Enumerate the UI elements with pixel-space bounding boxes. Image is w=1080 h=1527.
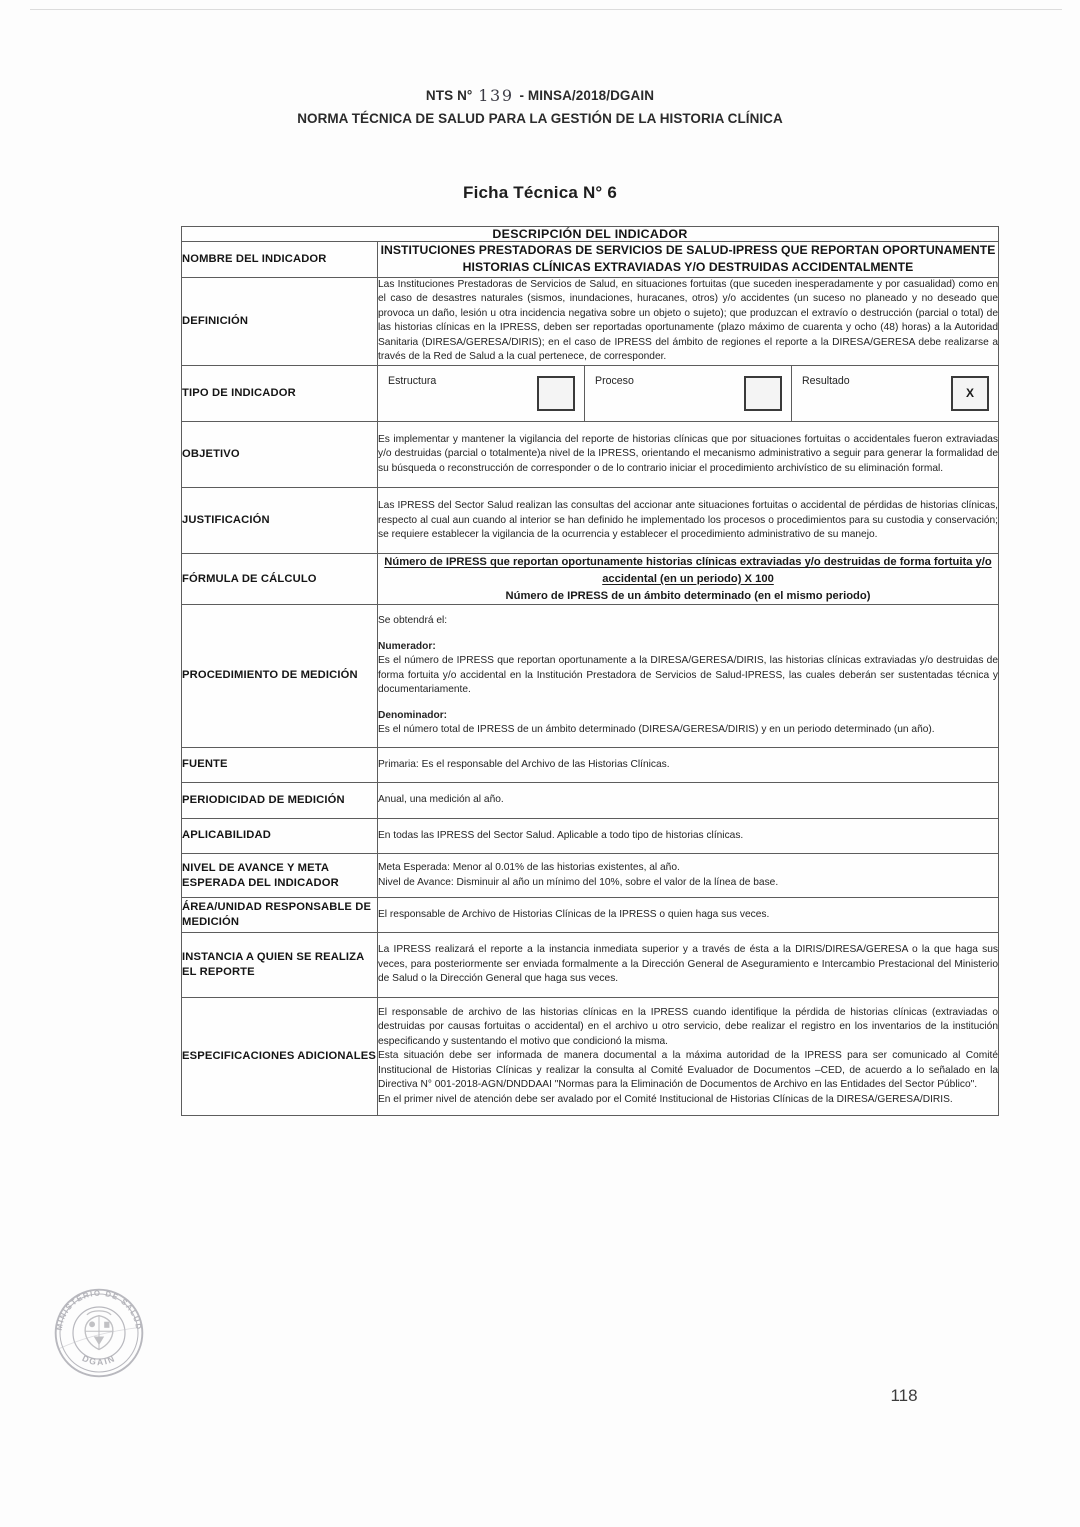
- nts-number-handwritten: 139: [478, 86, 514, 105]
- table-row-justificacion: [182, 488, 999, 554]
- table-row-especificaciones-adicionales: [182, 997, 999, 1115]
- value-nivel-de-avance: [378, 854, 999, 898]
- label-justificacion: JUSTIFICACIÓN: [182, 488, 378, 554]
- nts-suffix: - MINSA/2018/DGAIN: [519, 88, 655, 103]
- label-area-responsable: ÁREA/UNIDAD RESPONSABLE DE MEDICIÓN: [182, 897, 378, 932]
- value-justificacion: Las IPRESS del Sector Salud realizan las consultas del accionar ante situaciones fortuitas o accidental de pérdidas de historias clínicas, respecto al cual aun cuando al interior se han definido he implementado los procesos o procedimientos para su custodia y conservación; se requiere establecer la vigilancia de la ocurrencia y establecer el procedimiento administrativo de su manejo.: [378, 488, 999, 554]
- tipo-option-proceso[interactable]: [585, 366, 792, 421]
- table-row-instancia-reporte: [182, 933, 999, 997]
- spacer: [378, 629, 998, 640]
- formula-denominator: Número de IPRESS de un ámbito determinado (en el mismo periodo): [505, 589, 871, 602]
- document-header: [0, 84, 1080, 128]
- checkbox-proceso[interactable]: [744, 376, 782, 411]
- value-formula-de-calculo: [378, 554, 999, 605]
- table-row-aplicabilidad: [182, 818, 999, 853]
- label-formula-de-calculo: FÓRMULA DE CÁLCULO: [182, 554, 378, 605]
- table-row-nivel-de-avance: [182, 854, 999, 898]
- label-especificaciones-adicionales: ESPECIFICACIONES ADICIONALES: [182, 997, 378, 1115]
- svg-text:DGAIN: DGAIN: [80, 1352, 118, 1368]
- value-fuente: Primaria: Es el responsable del Archivo de las Historias Clínicas.: [378, 747, 999, 782]
- especificaciones-parrafo-1: El responsable de archivo de las historias clínicas en la IPRESS cuando identifique la pérdida de historias clínicas (extraviadas o destruidas por causas fortuitas o accidental) en el archivo u otro servicio, debe realizar el registro en los inventarios de la institución especificando y sustentando el motivo que condicionó la misma.: [378, 1006, 998, 1047]
- value-especificaciones-adicionales: [378, 997, 999, 1115]
- value-tipo-de-indicador: [378, 365, 999, 421]
- value-periodicidad-de-medicion: Anual, una medición al año.: [378, 783, 999, 818]
- page-title: Ficha Técnica N° 6: [462, 183, 617, 202]
- procedimiento-denominador-label: Denominador:: [378, 709, 448, 721]
- value-objetivo: Es implementar y mantener la vigilancia del reporte de historias clínicas que por situaciones fortuitas o accidentales fueron extraviadas y/o destruidas (parcial o totalmente)a nivel de la IPRESS, orientando el mecanismo administrativo a seguir para generar la formalidad de su búsqueda o reconstrucción de corresponder o de lo contrario iniciar el procedimiento archivístico de su eliminación formal.: [378, 421, 999, 487]
- label-fuente: FUENTE: [182, 747, 378, 782]
- label-nivel-de-avance: NIVEL DE AVANCE Y META ESPERADA DEL INDICADOR: [182, 854, 378, 898]
- table-row-definicion: [182, 277, 999, 365]
- tipo-option-resultado-label: Resultado: [802, 374, 850, 387]
- especificaciones-parrafo-2: Esta situación debe ser informada de manera documental a la máxima autoridad de la IPRESS para ser comunicado al Comité Institucional de Historias Clínicas y realizar la consulta al Comité Evaluador de Documentos –CED, de acuerdo a lo señalado en la Directiva N° 001-2018-AGN/DNDDAAI "Normas para la Eliminación de Documentos de Archivo en las Entidades del Sector Público".: [378, 1050, 998, 1091]
- value-aplicabilidad: En todas las IPRESS del Sector Salud. Aplicable a todo tipo de historias clínicas.: [378, 818, 999, 853]
- scan-artifact-line: [30, 9, 1062, 10]
- table-row-nombre: [182, 242, 999, 278]
- ministry-seal-stamp: [47, 1281, 151, 1385]
- value-definicion: Las Instituciones Prestadoras de Servicios de Salud, en situaciones fortuitas (que suceden inesperadamente y por casualidad) como en el caso de desastres naturales (sismos, inundaciones, huracanes, otros) y/o accidentes (un suceso no planeado y no deseado que provoca un daño, lesión u otra incidencia negativa sobre un objeto o sujeto); que produzcan el extravío o destrucción (parcial o total) de las historias clínicas en la IPRESS, deben ser reportadas oportunamente (plazo máximo de cuarenta y ocho (48) horas) a la Autoridad Sanitaria (DIRESA/GERESA/DIRIS); en el caso de IPRESS del ámbito de regiones el reporte a la DIRESA/GERESA debe realizarse a través de la Red de Salud a la cual pertenece, de corresponder.: [378, 277, 999, 365]
- document-header-code-line: [0, 84, 1080, 107]
- label-instancia-reporte: INSTANCIA A QUIEN SE REALIZA EL REPORTE: [182, 933, 378, 997]
- label-definicion: DEFINICIÓN: [182, 277, 378, 365]
- value-nombre-del-indicador: INSTITUCIONES PRESTADORAS DE SERVICIOS DE SALUD-IPRESS QUE REPORTAN OPORTUNAMENTE HISTORIAS CLÍNICAS EXTRAVIADAS Y/O DESTRUIDAS ACCIDENTALMENTE: [378, 242, 999, 278]
- especificaciones-parrafo-3: En el primer nivel de atención debe ser avalado por el Comité Institucional de Historias Clínicas de la DIRESA/GERESA/DIRIS.: [378, 1093, 953, 1105]
- indicator-sheet-table: [181, 226, 999, 1116]
- table-row-formula-de-calculo: [182, 554, 999, 605]
- tipo-option-resultado[interactable]: [792, 366, 998, 421]
- table-row-area-responsable: [182, 897, 999, 932]
- table-row-fuente: [182, 747, 999, 782]
- label-aplicabilidad: APLICABILIDAD: [182, 818, 378, 853]
- value-area-responsable: El responsable de Archivo de Historias Clínicas de la IPRESS o quien haga sus veces.: [378, 897, 999, 932]
- table-row-procedimiento-de-medicion: [182, 605, 999, 747]
- nts-prefix: NTS N°: [425, 88, 473, 103]
- spacer: [378, 698, 998, 709]
- procedimiento-numerador-label: Numerador:: [378, 640, 436, 652]
- procedimiento-denominador-text: Es el número total de IPRESS de un ámbito determinado (DIRESA/GERESA/DIRIS) y en un periodo determinado (un año).: [378, 724, 935, 736]
- section-header-cell: DESCRIPCIÓN DEL INDICADOR: [182, 227, 999, 242]
- procedimiento-intro: Se obtendrá el:: [378, 615, 448, 627]
- table-row-objetivo: [182, 421, 999, 487]
- tipo-option-estructura[interactable]: [378, 366, 585, 421]
- formula-numerator: Número de IPRESS que reportan oportunamente historias clínicas extraviadas y/o destruidas de forma fortuita y/o accidental (en un periodo) X 100: [384, 556, 992, 585]
- table-row-section-header: [182, 227, 999, 242]
- label-objetivo: OBJETIVO: [182, 421, 378, 487]
- checkbox-resultado[interactable]: X: [951, 376, 989, 411]
- document-header-subtitle: NORMA TÉCNICA DE SALUD PARA LA GESTIÓN DE LA HISTORIA CLÍNICA: [297, 110, 783, 126]
- nivel-avance-nivel: Nivel de Avance: Disminuir al año un mínimo del 10%, sobre el valor de la línea de base.: [378, 876, 779, 888]
- label-periodicidad-de-medicion: PERIODICIDAD DE MEDICIÓN: [182, 783, 378, 818]
- procedimiento-numerador-text: Es el número de IPRESS que reportan oportunamente a la DIRESA/GERESA/DIRIS, las historias clínicas extraviadas y/o destruidas de forma fortuita y/o accidental en la Institución Prestadora de Servicios de Salud-IPRESS, las cuales deberán ser sustentadas técnica y documentariamente.: [378, 655, 998, 696]
- tipo-option-proceso-label: Proceso: [595, 374, 634, 387]
- table-row-periodicidad-de-medicion: [182, 783, 999, 818]
- label-nombre-del-indicador: NOMBRE DEL INDICADOR: [182, 242, 378, 278]
- value-procedimiento-de-medicion: [378, 605, 999, 747]
- table-row-tipo-de-indicador: [182, 365, 999, 421]
- tipo-options-group: [378, 366, 998, 421]
- page-number: 118: [890, 1386, 918, 1405]
- label-procedimiento-de-medicion: PROCEDIMIENTO DE MEDICIÓN: [182, 605, 378, 747]
- value-instancia-reporte: La IPRESS realizará el reporte a la instancia inmediata superior y a través de ésta a la DIRIS/DIRESA/GERESA o la que haga sus veces, para posteriormente ser enviada formalmente a la Dirección General de Aseguramiento e Intercambio Prestacional del Ministerio de Salud o la Dirección General que haga sus veces.: [378, 933, 999, 997]
- nivel-avance-meta-esperada: Meta Esperada: Menor al 0.01% de las historias existentes, al año.: [378, 862, 680, 874]
- svg-text:MINISTERIO DE SALUD: MINISTERIO DE SALUD: [54, 1288, 144, 1332]
- label-tipo-de-indicador: TIPO DE INDICADOR: [182, 365, 378, 421]
- tipo-option-estructura-label: Estructura: [388, 374, 437, 387]
- checkbox-estructura[interactable]: [537, 376, 575, 411]
